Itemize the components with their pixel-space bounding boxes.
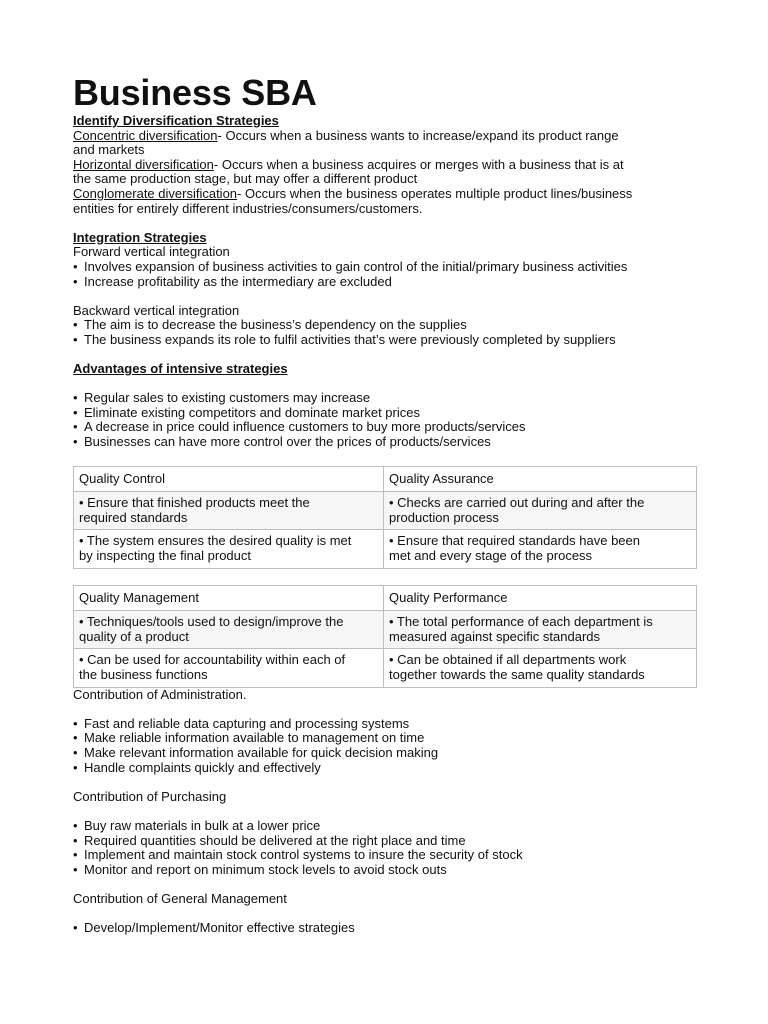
list-item-text: The aim is to decrease the business’s dependency on the supplies bbox=[84, 317, 467, 333]
table-cell bbox=[74, 530, 384, 568]
table-header-row bbox=[74, 585, 697, 611]
cell-line: • Ensure that finished products meet the bbox=[79, 495, 310, 511]
list-item-text: Businesses can have more control over the prices of products/services bbox=[84, 434, 491, 450]
list-item-text: Fast and reliable data capturing and processing systems bbox=[84, 715, 410, 731]
table-cell bbox=[384, 492, 697, 530]
table-row bbox=[74, 530, 697, 568]
list-item-text: Required quantities should be delivered at the right place and time bbox=[84, 832, 466, 848]
spacer bbox=[73, 348, 713, 363]
forward-integration-label: Forward vertical integration bbox=[73, 244, 230, 260]
cell-line: • The total performance of each department is bbox=[389, 614, 653, 630]
spacer bbox=[73, 216, 713, 231]
bullet-marker: • bbox=[73, 861, 78, 877]
list-item bbox=[73, 318, 713, 333]
page-title: Business SBA bbox=[73, 72, 317, 113]
integration-heading: Integration Strategies bbox=[73, 229, 207, 245]
table-row bbox=[74, 492, 697, 530]
cell-line: • Techniques/tools used to design/improve the bbox=[79, 614, 344, 630]
spacer bbox=[73, 450, 713, 466]
diversification-desc-cont: the same production stage, but may offer a different product bbox=[73, 171, 418, 187]
bullet-marker: • bbox=[73, 404, 78, 420]
bullet-marker: • bbox=[73, 920, 78, 936]
cell-line: together towards the same quality standards bbox=[389, 667, 645, 682]
list-item-text: Increase profitability as the intermediary are excluded bbox=[84, 273, 392, 289]
backward-integration-label: Backward vertical integration bbox=[73, 302, 240, 318]
list-item-text: Involves expansion of business activities to gain control of the initial/primary business activities bbox=[84, 258, 628, 274]
table-header-cell: Quality Assurance bbox=[384, 466, 697, 492]
list-item bbox=[73, 746, 713, 761]
diversification-item bbox=[73, 187, 713, 202]
table-cell bbox=[384, 649, 697, 687]
diversification-desc: - Occurs when the business operates multiple product lines/business bbox=[237, 185, 633, 201]
spacer bbox=[73, 877, 713, 892]
bullet-marker: • bbox=[73, 847, 78, 863]
spacer bbox=[73, 377, 713, 392]
spacer bbox=[73, 775, 713, 790]
bullet-marker: • bbox=[73, 817, 78, 833]
table-row bbox=[74, 611, 697, 649]
list-item bbox=[73, 863, 713, 878]
list-item bbox=[73, 391, 713, 406]
list-item bbox=[73, 406, 713, 421]
bullet-marker: • bbox=[73, 273, 78, 289]
diversification-term: Horizontal diversification bbox=[73, 156, 214, 172]
cell-line: • Checks are carried out during and after the bbox=[389, 495, 645, 511]
table-row bbox=[74, 649, 697, 687]
bullet-marker: • bbox=[73, 317, 78, 333]
diversification-list bbox=[73, 129, 713, 217]
spacer bbox=[73, 289, 713, 304]
table-header-cell: Quality Performance bbox=[384, 585, 697, 611]
spacer bbox=[73, 569, 713, 585]
list-item bbox=[73, 848, 713, 863]
list-item bbox=[73, 921, 713, 936]
purchasing-label: Contribution of Purchasing bbox=[73, 788, 227, 804]
list-item-text: Handle complaints quickly and effectively bbox=[84, 759, 321, 775]
table-header-cell: Quality Management bbox=[74, 585, 384, 611]
list-item-text: The business expands its role to fulfil activities that’s were previously completed by suppliers bbox=[84, 331, 616, 347]
bullet-marker: • bbox=[73, 744, 78, 760]
list-item bbox=[73, 333, 713, 348]
diversification-term: Conglomerate diversification bbox=[73, 185, 238, 201]
list-item bbox=[73, 761, 713, 776]
diversification-desc: - Occurs when a business wants to increase/expand its product range bbox=[217, 127, 619, 143]
diversification-heading: Identify Diversification Strategies bbox=[73, 113, 279, 128]
table-cell bbox=[74, 649, 384, 687]
general-management-label: Contribution of General Management bbox=[73, 890, 287, 906]
cell-line: measured against specific standards bbox=[389, 628, 601, 644]
list-item bbox=[73, 435, 713, 450]
bullet-marker: • bbox=[73, 715, 78, 731]
advantages-heading: Advantages of intensive strategies bbox=[73, 361, 288, 377]
list-item bbox=[73, 819, 713, 834]
list-item bbox=[73, 275, 713, 290]
list-item-text: Monitor and report on minimum stock levels to avoid stock outs bbox=[84, 861, 447, 877]
cell-line: required standards bbox=[79, 509, 188, 525]
diversification-term: Concentric diversification bbox=[73, 127, 218, 143]
cell-line: the business functions bbox=[79, 667, 208, 682]
diversification-item bbox=[73, 158, 713, 173]
table-cell bbox=[74, 492, 384, 530]
list-item bbox=[73, 731, 713, 746]
list-item bbox=[73, 717, 713, 732]
spacer bbox=[73, 907, 713, 922]
cell-line: production process bbox=[389, 509, 499, 525]
cell-line: quality of a product bbox=[79, 628, 189, 644]
bullet-marker: • bbox=[73, 390, 78, 406]
cell-line: • Ensure that required standards have been bbox=[389, 533, 640, 549]
spacer bbox=[73, 804, 713, 819]
list-item-text: A decrease in price could influence customers to buy more products/services bbox=[84, 419, 526, 435]
diversification-desc: - Occurs when a business acquires or merges with a business that is at bbox=[213, 156, 624, 172]
bullet-marker: • bbox=[73, 331, 78, 347]
table-header-row bbox=[74, 466, 697, 492]
table-header-cell: Quality Control bbox=[74, 466, 384, 492]
cell-line: • The system ensures the desired quality is met bbox=[79, 533, 352, 549]
bullet-marker: • bbox=[73, 434, 78, 450]
bullet-marker: • bbox=[73, 832, 78, 848]
quality-control-assurance-table bbox=[73, 466, 697, 569]
quality-management-performance-table bbox=[73, 585, 697, 688]
list-item bbox=[73, 260, 713, 275]
diversification-item bbox=[73, 129, 713, 144]
list-item-text: Regular sales to existing customers may increase bbox=[84, 390, 371, 406]
diversification-desc-cont: and markets bbox=[73, 142, 145, 158]
list-item-text: Buy raw materials in bulk at a lower price bbox=[84, 817, 321, 833]
cell-line: by inspecting the final product bbox=[79, 548, 251, 564]
cell-line: • Can be used for accountability within each of bbox=[79, 652, 346, 668]
bullet-marker: • bbox=[73, 759, 78, 775]
bullet-marker: • bbox=[73, 258, 78, 274]
list-item-text: Implement and maintain stock control systems to insure the security of stock bbox=[84, 847, 523, 863]
table-cell bbox=[384, 611, 697, 649]
list-item-text: Develop/Implement/Monitor effective strategies bbox=[84, 920, 355, 936]
table-cell bbox=[74, 611, 384, 649]
spacer bbox=[73, 702, 713, 717]
administration-label: Contribution of Administration. bbox=[73, 686, 247, 702]
bullet-marker: • bbox=[73, 730, 78, 746]
list-item bbox=[73, 420, 713, 435]
list-item-text: Eliminate existing competitors and dominate market prices bbox=[84, 404, 420, 420]
bullet-marker: • bbox=[73, 419, 78, 435]
cell-line: • Can be obtained if all departments work bbox=[389, 652, 627, 668]
document-content bbox=[73, 72, 713, 936]
diversification-desc-cont: entities for entirely different industries/consumers/customers. bbox=[73, 200, 423, 216]
cell-line: met and every stage of the process bbox=[389, 548, 593, 564]
list-item bbox=[73, 834, 713, 849]
list-item-text: Make reliable information available to management on time bbox=[84, 730, 425, 746]
list-item-text: Make relevant information available for quick decision making bbox=[84, 744, 439, 760]
table-cell bbox=[384, 530, 697, 568]
